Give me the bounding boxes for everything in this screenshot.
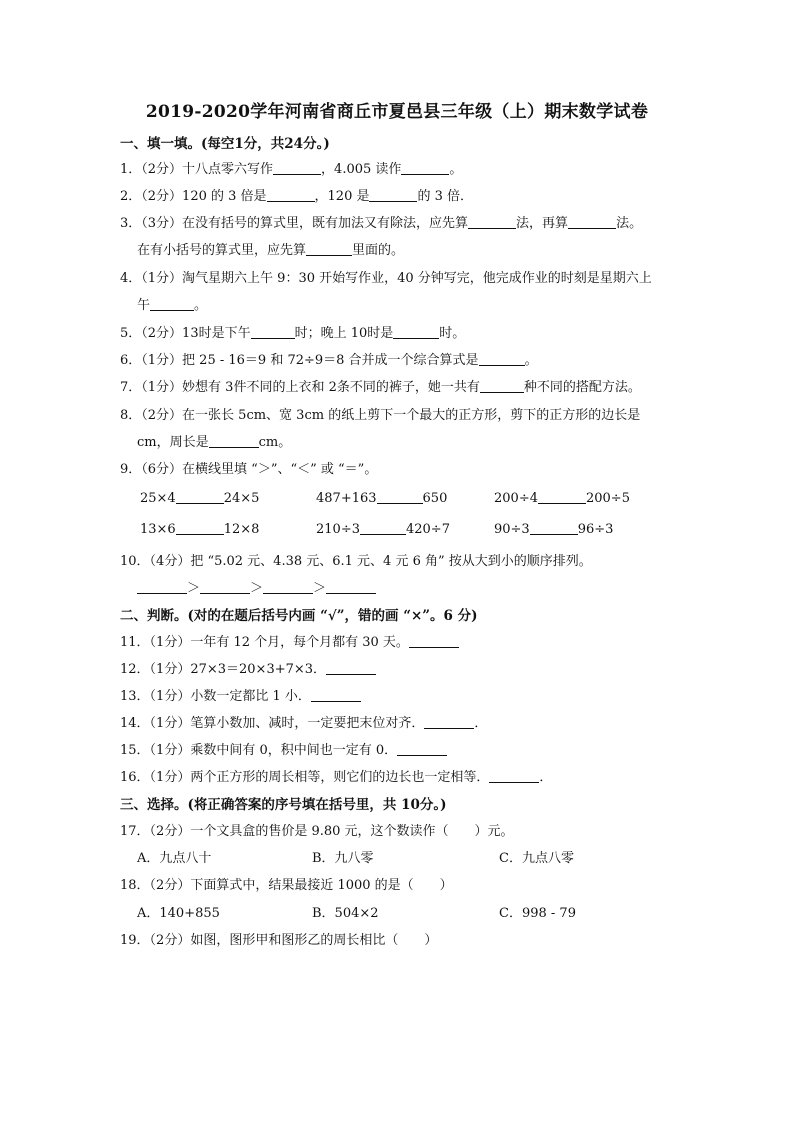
answer-blank[interactable]: [530, 520, 578, 535]
answer-blank[interactable]: [150, 296, 194, 311]
option-b[interactable]: B．九八零: [312, 851, 374, 866]
question-7: 7．（1分）妙想有 3件不同的上衣和 2条不同的裤子，她一共有 种不同的搭配方法。: [120, 380, 641, 395]
answer-blank[interactable]: [480, 378, 524, 393]
answer-blank[interactable]: [176, 520, 224, 535]
answer-blank[interactable]: [409, 633, 459, 648]
option-a[interactable]: A．140+855: [137, 906, 220, 921]
question-6: 6．（1分）把 25 - 16＝9 和 72÷9＝8 合并成一个综合算式是 。: [120, 353, 538, 368]
question-2: 2．（2分）120 的 3 倍是 ，120 是 的 3 倍．: [120, 189, 474, 204]
question-5: 5．（2分）13时是下午 时；晚上 10时是 时。: [120, 326, 466, 341]
answer-blank[interactable]: [306, 241, 352, 256]
answer-blank[interactable]: [369, 187, 417, 202]
answer-blank[interactable]: [176, 489, 224, 504]
question-17: 17．（2分）一个文具盒的售价是 9.80 元，这个数读作（ ）元。: [120, 824, 514, 839]
answer-blank[interactable]: [360, 520, 406, 535]
answer-blank[interactable]: [137, 579, 187, 594]
compare-item: 210÷3 420÷7: [316, 522, 450, 537]
page-title: 2019-2020学年河南省商丘市夏邑县三年级（上）期末数学试卷: [145, 102, 649, 122]
question-10: 10．（4分）把 “5.02 元、4.38 元、6.1 元、4 元 6 角” 按从大到小的顺序排列。: [120, 554, 592, 569]
compare-item: 90÷3 96÷3: [494, 522, 614, 537]
compare-item: 13×6 12×8: [140, 522, 260, 537]
answer-blank[interactable]: [209, 433, 259, 448]
answer-blank[interactable]: [393, 324, 439, 339]
answer-blank[interactable]: [200, 579, 250, 594]
compare-item: 487+163 650: [316, 491, 448, 506]
question-4-line-2: 午 。: [137, 298, 208, 313]
section-2-heading: 二、判断。(对的在题后括号内画 “√”，错的画 “×”。6 分): [120, 608, 478, 624]
answer-blank[interactable]: [489, 768, 539, 783]
option-c[interactable]: C．998 - 79: [499, 906, 576, 921]
section-1-heading: 一、填一填。(每空1分，共24分。): [120, 136, 330, 152]
answer-blank[interactable]: [377, 489, 423, 504]
option-b[interactable]: B．504×2: [312, 906, 379, 921]
answer-blank[interactable]: [401, 160, 449, 175]
question-18: 18．（2分）下面算式中，结果最接近 1000 的是（ ）: [120, 878, 453, 893]
answer-blank[interactable]: [273, 160, 321, 175]
question-12: 12．（1分）27×3＝20×3+7×3．: [120, 660, 376, 680]
question-4: 4．（1分）淘气星期六上午 9：30 开始写作业，40 分钟写完，他完成作业的时刻是星期六上: [120, 271, 652, 286]
answer-blank[interactable]: [267, 187, 315, 202]
answer-blank[interactable]: [479, 351, 525, 366]
answer-blank[interactable]: [397, 741, 447, 756]
question-9: 9．（6分）在横线里填 “＞”、“＜” 或 “＝”。: [120, 462, 378, 477]
question-11: 11．（1分）一年有 12 个月，每个月都有 30 天。: [120, 633, 459, 653]
question-14: 14．（1分）笔算小数加、减时，一定要把末位对齐． ．: [120, 716, 488, 731]
question-3-line-2: 在有小括号的算式里，应先算 里面的。: [137, 243, 405, 258]
answer-blank[interactable]: [326, 660, 376, 675]
section-3-heading: 三、选择。(将正确答案的序号填在括号里，共 10分。): [120, 797, 447, 813]
option-c[interactable]: C．九点八零: [499, 851, 574, 866]
answer-blank[interactable]: [468, 214, 516, 229]
answer-blank[interactable]: [424, 714, 474, 729]
answer-blank[interactable]: [311, 687, 361, 702]
question-16: 16．（1分）两个正方形的周长相等，则它们的边长也一定相等． ．: [120, 770, 553, 785]
option-a[interactable]: A．九点八十: [137, 851, 212, 866]
compare-item: 200÷4 200÷5: [494, 491, 630, 506]
answer-blank[interactable]: [326, 579, 376, 594]
question-10-line-2: ＞ ＞ ＞: [137, 579, 376, 599]
answer-blank[interactable]: [263, 579, 313, 594]
question-8: 8．（2分）在一张长 5cm、宽 3cm 的纸上剪下一个最大的正方形，剪下的正方形的边长是: [120, 408, 641, 423]
question-8-line-2: cm，周长是 cm。: [137, 435, 292, 450]
question-13: 13．（1分）小数一定都比 1 小．: [120, 687, 361, 707]
question-19: 19．（2分）如图，图形甲和图形乙的周长相比（ ）: [120, 933, 438, 948]
answer-blank[interactable]: [568, 214, 616, 229]
question-15: 15．（1分）乘数中间有 0，积中间也一定有 0．: [120, 741, 447, 761]
answer-blank[interactable]: [538, 489, 586, 504]
compare-item: 25×4 24×5: [140, 491, 260, 506]
answer-blank[interactable]: [251, 324, 295, 339]
question-1: 1．（2分）十八点零六写作 ，4.005 读作 。: [120, 162, 463, 177]
question-3: 3．（3分）在没有括号的算式里，既有加法又有除法，应先算 法，再算 法。: [120, 216, 643, 231]
